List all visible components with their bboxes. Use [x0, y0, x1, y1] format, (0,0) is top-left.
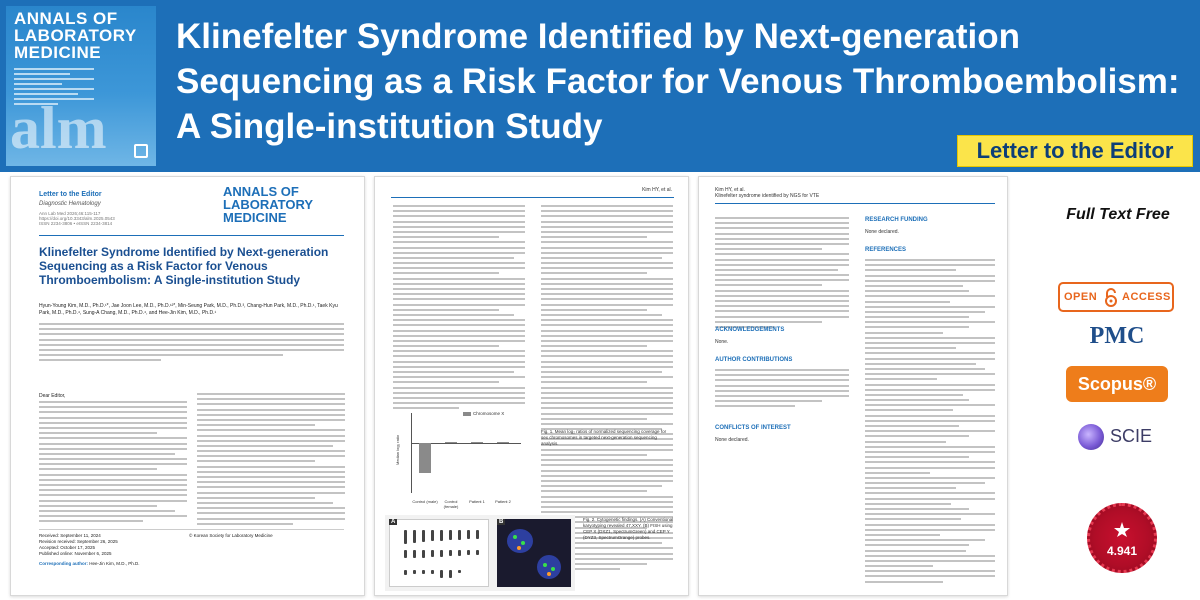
chromosome: [440, 570, 443, 578]
open-access-left: OPEN: [1064, 291, 1098, 303]
correspondence-label: Corresponding author:: [39, 561, 88, 566]
author-contributions-text: [715, 369, 849, 411]
citation-info: [39, 211, 115, 226]
chromosome: [458, 570, 461, 573]
figure-legend: Chromosome X: [463, 411, 504, 416]
chromosome: [476, 550, 479, 555]
scie-orb-icon: [1078, 424, 1104, 450]
figure-2-caption: Fig. 2. Cytogenetic findings. (A) Conventional karyotyping revealed 47,XXY. (B) FISH using CEP X (DXZ1, SpectrumGreen) and CEP Y (DYZ3, SpectrumOrange) probes.: [583, 517, 674, 540]
chromosome: [467, 530, 470, 539]
chromosome: [413, 530, 416, 543]
chromosome: [413, 550, 416, 558]
chromosome: [404, 530, 407, 544]
chromosome: [440, 530, 443, 541]
body-column-left: [39, 393, 187, 526]
received-date: Received: September 11, 2024: [39, 533, 101, 538]
research-funding-text: None declared.: [865, 229, 899, 235]
article-title: Klinefelter Syndrome Identified by Next-generation Sequencing as a Risk Factor for Venous Thromboembolism: A Single-institution Study: [39, 245, 329, 287]
running-head-authors: Kim HY, et al.: [715, 187, 745, 193]
page-rule: [715, 203, 995, 204]
fig1-category-label: Patient 2: [495, 499, 511, 504]
running-head: [715, 187, 819, 199]
copyright: © Korean Society for Laboratory Medicine: [189, 533, 273, 538]
panel-a-label: A: [391, 519, 396, 525]
body-text: [197, 393, 345, 525]
fig1-category-label: Control (female): [443, 499, 459, 509]
body-column-left: [393, 205, 525, 413]
chromosome: [449, 550, 452, 556]
chromosome: [422, 550, 425, 558]
chromosome: [440, 550, 443, 557]
body-text: [39, 401, 187, 522]
fig1-category-label: Control (male): [412, 499, 438, 504]
karyotype-panel: [389, 519, 489, 587]
references-heading: REFERENCES: [865, 247, 907, 253]
open-access-badge[interactable]: [1058, 282, 1174, 312]
chromosome: [431, 550, 434, 557]
header-rule: [39, 235, 344, 236]
article-page-1: [10, 176, 365, 596]
fig1-bar: [497, 442, 509, 444]
issn: ISSN 2234-3806 • eISSN 2234-3814: [39, 221, 113, 226]
chromosome: [431, 530, 434, 541]
y-axis: [411, 413, 412, 493]
fig1-bar: [445, 442, 457, 444]
accepted-date: Accepted: October 17, 2025: [39, 545, 96, 550]
journal-logo: ANNALS OF LABORATORY MEDICINE: [223, 184, 313, 225]
article-page-2: [374, 176, 689, 596]
author-contributions-heading: AUTHOR CONTRIBUTIONS: [715, 357, 793, 363]
chromosome: [449, 570, 452, 578]
acknowledgements-heading: ACKNOWLEDGEMENTS: [715, 327, 785, 333]
fish-signal-green: [513, 535, 517, 539]
body-column-right: [197, 393, 345, 528]
chromosome: [413, 570, 416, 574]
article-footer: [39, 533, 339, 567]
fig1-category-label: Patient 1: [469, 499, 485, 504]
conflicts-text: None declared.: [715, 437, 749, 443]
panel-b-label: B: [499, 519, 504, 525]
footer-rule: [39, 529, 344, 530]
open-lock-icon: [1104, 288, 1118, 308]
figure-1: [393, 405, 525, 523]
full-text-free-label: Full Text Free: [1066, 206, 1170, 223]
fish-signal-green: [521, 541, 525, 545]
chromosome: [467, 550, 470, 555]
chromosome: [458, 530, 461, 540]
chromosome: [458, 550, 461, 556]
correspondence: [39, 561, 339, 567]
impact-factor-seal: [1087, 503, 1157, 573]
author-list: Hyun-Young Kim, M.D., Ph.D.¹*, Jae Joon Lee, M.D., Ph.D.¹²*, Min-Seung Park, M.D., Ph.D.³, Chang-Hun Park, M.D., Ph.D.¹, Taek Kyu Park, M.D., Ph.D.⁴, Sung-A Chang, M.D., Ph.D.⁴, and Hee-Jin Kim, M.D., Ph.D.¹: [39, 303, 338, 316]
affiliations: [39, 323, 344, 365]
correspondence-name: Hee-Jin Kim, M.D., Ph.D.: [89, 561, 140, 566]
fish-signal-orange: [547, 572, 551, 576]
chromosome: [404, 550, 407, 558]
citation: Ann Lab Med 2026;46:115-117: [39, 211, 101, 216]
scopus-logo[interactable]: Scopus®: [1066, 366, 1168, 402]
fish-panel: [497, 519, 571, 587]
chromosome: [476, 530, 479, 539]
banner-title: Klinefelter Syndrome Identified by Next-generation Sequencing as a Risk Factor for Venous Thromboembolism: A Single-institution Study: [176, 17, 1180, 146]
chromosome: [404, 570, 407, 575]
reference-list: [865, 259, 995, 586]
cover-title: ANNALS OF LABORATORY MEDICINE: [14, 9, 137, 62]
research-funding-heading: RESEARCH FUNDING: [865, 217, 928, 223]
conflicts-heading: CONFLICTS OF INTEREST: [715, 425, 791, 431]
doi-link[interactable]: https://doi.org/10.3343/alm.2025.0543: [39, 216, 115, 221]
letter-badge: Letter to the Editor: [957, 135, 1193, 167]
fig1-bar: [419, 443, 431, 473]
fish-signal-green: [543, 563, 547, 567]
article-page-3: [698, 176, 1008, 596]
revision-date: Revision received: September 26, 2025: [39, 539, 118, 544]
article-type: Letter to the Editor: [39, 191, 102, 198]
page-rule: [391, 197, 674, 198]
header-banner: [0, 0, 1200, 172]
impact-factor-value: 4.941: [1106, 544, 1138, 558]
published-date: Published online: November 6, 2025: [39, 551, 112, 556]
cover-logo-icon: [134, 144, 148, 158]
acknowledgements-text: None.: [715, 339, 729, 345]
article-category: Diagnostic Hematology: [39, 201, 101, 207]
scie-label: SCIE: [1110, 426, 1153, 446]
fish-signal-green: [551, 567, 555, 571]
open-access-right: ACCESS: [1122, 291, 1171, 303]
cover-alm-mark: alm: [10, 95, 107, 161]
salutation: Dear Editor,: [39, 393, 66, 399]
fig1-bar: [471, 442, 483, 444]
figure-1-caption: Fig. 1. Mean log₂ ratios of normalized sequencing coverage for sex chromosomes in targeted next-generation sequencing analysis.: [541, 429, 667, 446]
figure-2: [385, 515, 575, 591]
chromosome: [449, 530, 452, 540]
chromosome: [422, 570, 425, 574]
running-head-title: Klinefelter syndrome identified by NGS for VTE: [715, 193, 820, 199]
body-column-left: [715, 217, 849, 331]
scie-logo[interactable]: [1070, 420, 1170, 456]
y-axis-label: Median log₂ ratio: [395, 434, 400, 465]
chromosome: [422, 530, 425, 542]
seal-stars-icon: [1104, 520, 1140, 538]
journal-cover: [6, 6, 156, 166]
fish-signal-orange: [517, 546, 521, 550]
chromosome: [431, 570, 434, 574]
running-head: Kim HY, et al.: [642, 187, 672, 193]
pmc-logo[interactable]: PMC: [1089, 323, 1145, 349]
